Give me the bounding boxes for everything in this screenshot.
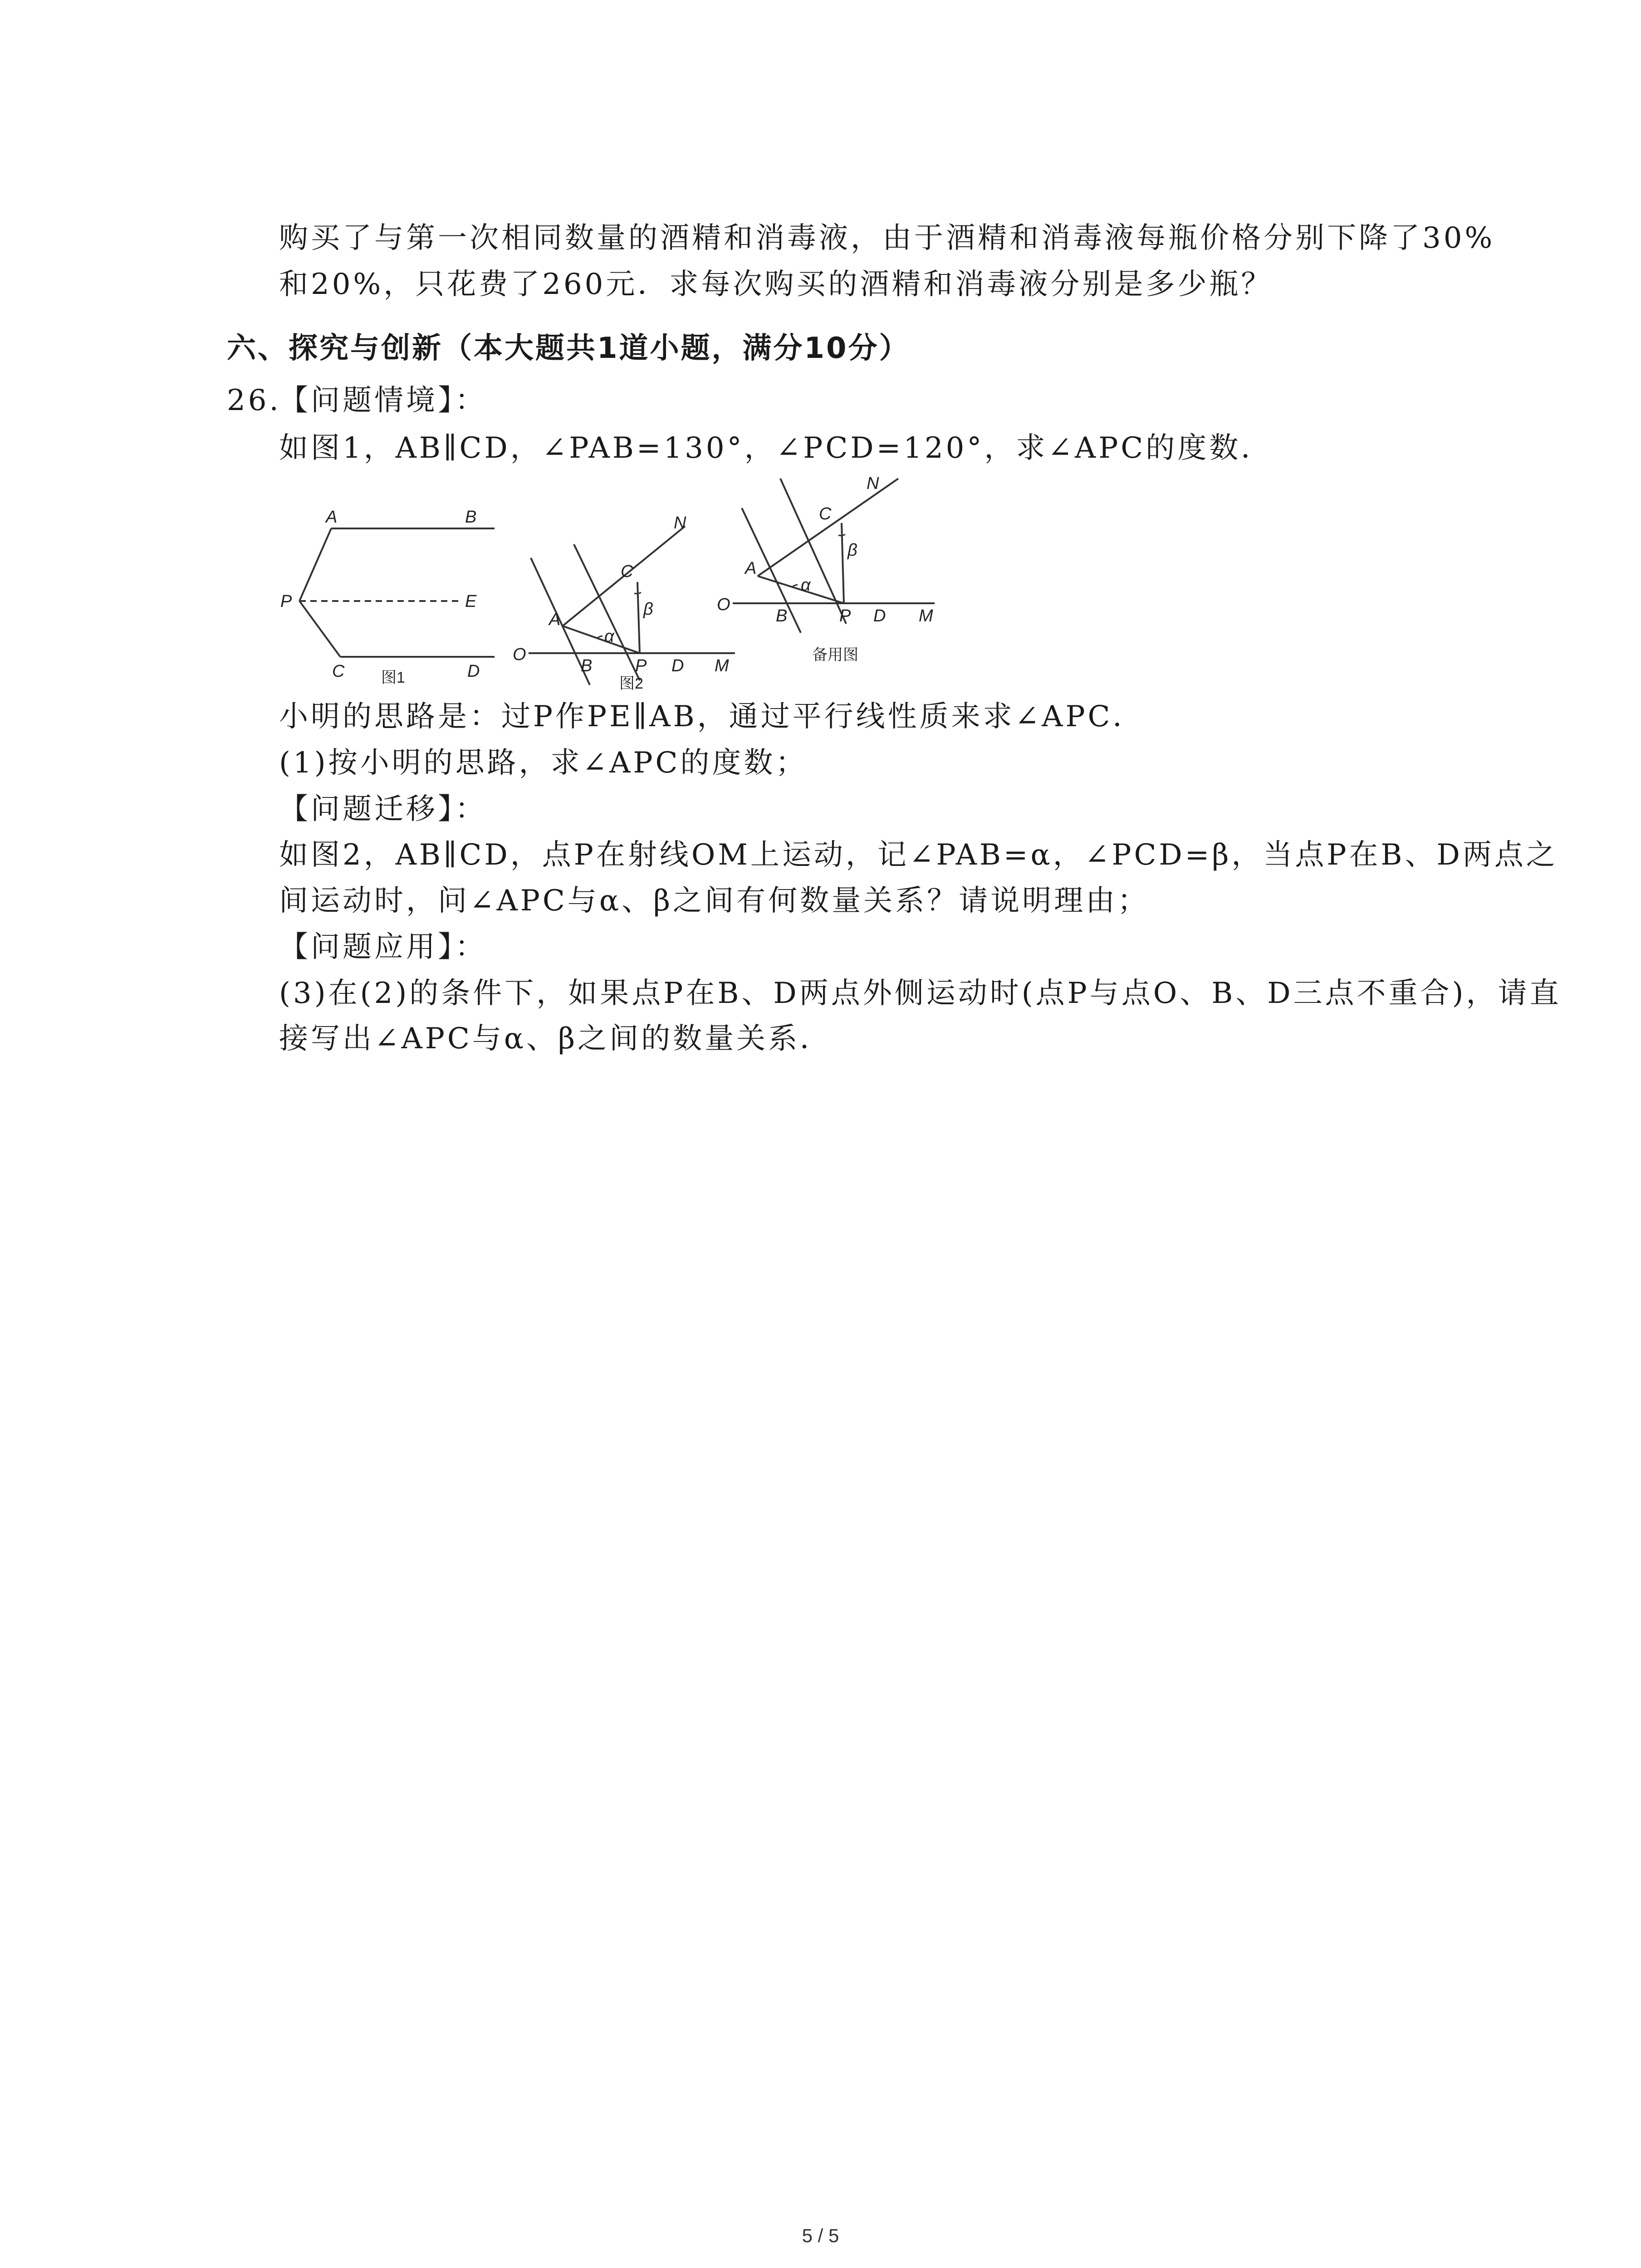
fig1-line-pa <box>299 528 331 601</box>
fig2-label-b: B <box>581 656 593 675</box>
fig2-label-n: N <box>674 513 686 533</box>
fig1-label-c: C <box>332 662 345 681</box>
fig2-label-o: O <box>513 645 526 664</box>
fig2-label-p: P <box>635 656 647 675</box>
page-number: 5 / 5 <box>802 2225 839 2246</box>
figure-1 <box>272 508 508 689</box>
q26-part-2-line-1: 如图2，AB∥CD，点P在射线OM上运动，记∠PAB=α，∠PCD=β，当点P在B、D两点之 <box>279 838 1558 872</box>
fig1-label-a: A <box>326 508 338 527</box>
fig2-label-a: A <box>549 610 561 629</box>
q26-apply-header: 【问题应用】： <box>279 930 487 964</box>
fig2-caption: 图2 <box>619 675 643 692</box>
q25-line-1: 购买了与第一次相同数量的酒精和消毒液，由于酒精和消毒液每瓶价格分别下降了30% <box>279 221 1495 255</box>
fig3-label-beta: β <box>847 541 857 560</box>
fig2-label-d: D <box>671 656 684 675</box>
fig3-line-acn <box>758 479 898 576</box>
fig3-caption: 备用图 <box>812 646 858 664</box>
fig2-label-m: M <box>715 656 729 675</box>
q25-line-2: 和20%，只花费了260元．求每次购买的酒精和消毒液分别是多少瓶？ <box>279 268 1273 301</box>
figure-3-spare <box>708 472 962 667</box>
fig2-label-alpha: α <box>604 627 614 646</box>
fig3-label-m: M <box>919 606 933 626</box>
fig1-label-d: D <box>467 662 480 681</box>
section-6-title: 六、探究与创新（本大题共1道小题，满分10分） <box>227 332 910 365</box>
fig1-label-b: B <box>465 508 477 527</box>
fig1-label-e: E <box>465 592 477 611</box>
q26-part-3-line-2: 接写出∠APC与α、β之间的数量关系． <box>279 1022 832 1056</box>
q26-situation-text: 如图1，AB∥CD，∠PAB=130°，∠PCD=120°，求∠APC的度数． <box>279 431 1273 465</box>
q26-part-2-line-2: 间运动时，问∠APC与α、β之间有何数量关系？请说明理由； <box>279 884 1150 918</box>
q26-transfer-header: 【问题迁移】： <box>279 792 487 826</box>
fig3-label-c: C <box>819 504 832 523</box>
fig3-label-d: D <box>873 606 886 626</box>
fig3-label-alpha: α <box>801 576 811 595</box>
fig2-label-c: C <box>621 562 633 581</box>
fig2-label-beta: β <box>643 600 653 619</box>
q26-number: 26. <box>227 384 281 417</box>
q26-situation-header: 【问题情境】： <box>279 384 487 417</box>
fig3-label-o: O <box>717 595 730 614</box>
fig3-label-n: N <box>867 474 879 493</box>
q26-idea: 小明的思路是：过P作PE∥AB，通过平行线性质来求∠APC． <box>279 700 1145 733</box>
q26-part-3-line-1: (3)在(2)的条件下，如果点P在B、D两点外侧运动时(点P与点O、B、D三点不重合)，请直 <box>279 977 1562 1010</box>
fig3-label-p: P <box>839 606 851 626</box>
q26-part-1: (1)按小明的思路，求∠APC的度数； <box>279 746 808 780</box>
fig1-caption: 图1 <box>381 669 405 686</box>
fig3-label-b: B <box>776 606 788 626</box>
fig3-label-a: A <box>745 559 757 578</box>
fig1-line-pc <box>299 601 340 657</box>
fig1-label-p: P <box>280 592 292 611</box>
fig3-line-cd <box>780 479 846 624</box>
